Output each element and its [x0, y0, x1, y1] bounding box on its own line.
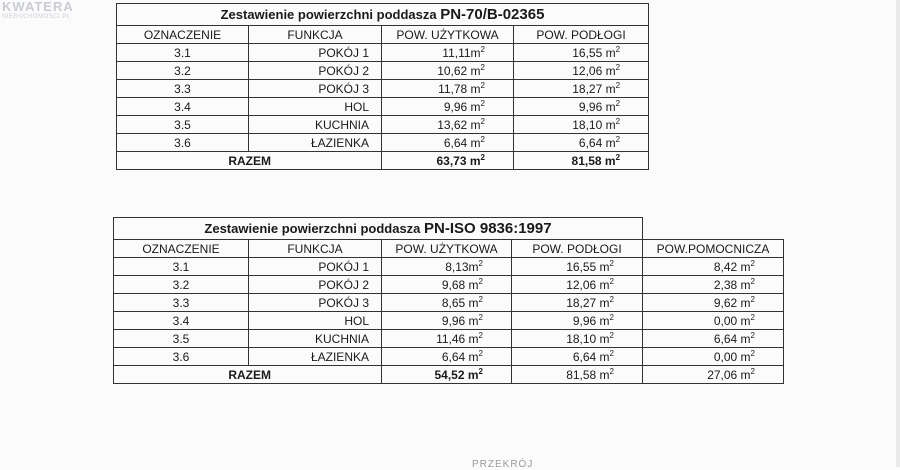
table-row [114, 276, 784, 294]
auxiliary-area-cell: 6,64 $m^2$ [643, 330, 784, 348]
room-id-cell: 3.2 [117, 62, 249, 80]
table2-header-row [114, 240, 784, 258]
usable-area-cell: 8,65 $m^2$ [382, 294, 512, 312]
total-floor: 81,58 $m^2$ [512, 366, 643, 384]
table2-title: Zestawienie powierzchni poddasza PN-ISO 9836:1997 [114, 218, 643, 240]
total-usable: 63,73 $m^2$ [382, 152, 514, 170]
auxiliary-area-cell: 2,38 $m^2$ [643, 276, 784, 294]
room-function-cell: KUCHNIA [249, 330, 382, 348]
floor-area-cell: 12,06 $m^2$ [514, 62, 649, 80]
column-header: POW. PODŁOGI [512, 240, 643, 258]
total-label: RAZEM [117, 152, 382, 170]
room-id-cell: 3.1 [114, 258, 249, 276]
column-header: POW. UŻYTKOWA [382, 26, 514, 44]
room-function-cell: KUCHNIA [249, 116, 382, 134]
table-row [114, 258, 784, 276]
column-header: OZNACZENIE [117, 26, 249, 44]
floor-area-cell: 9,96 $m^2$ [514, 98, 649, 116]
usable-area-cell: 9,68 $m^2$ [382, 276, 512, 294]
usable-area-cell: $8,13m^2$ [382, 258, 512, 276]
room-id-cell: 3.6 [117, 134, 249, 152]
column-header: FUNKCJA [249, 26, 382, 44]
room-id-cell: 3.6 [114, 348, 249, 366]
room-function-cell: POKÓJ 2 [249, 276, 382, 294]
column-header: POW. PODŁOGI [514, 26, 649, 44]
auxiliary-area-cell: 9,62 $m^2$ [643, 294, 784, 312]
column-header: OZNACZENIE [114, 240, 249, 258]
table-row [117, 62, 649, 80]
usable-area-cell: 9,96 $m^2$ [382, 312, 512, 330]
table1-header-row [117, 26, 649, 44]
total-floor: 81,58 $m^2$ [514, 152, 649, 170]
floor-area-cell: 16,55 $m^2$ [514, 44, 649, 62]
usable-area-cell: 6,64 $m^2$ [382, 348, 512, 366]
table1-total-row [117, 152, 649, 170]
room-function-cell: POKÓJ 3 [249, 80, 382, 98]
table-row [114, 348, 784, 366]
table-row [117, 116, 649, 134]
room-function-cell: POKÓJ 2 [249, 62, 382, 80]
watermark-logo [2, 0, 88, 20]
table-row [114, 294, 784, 312]
usable-area-cell: $11,11m^2$ [382, 44, 514, 62]
room-id-cell: 3.4 [114, 312, 249, 330]
table-row [114, 312, 784, 330]
room-id-cell: 3.1 [117, 44, 249, 62]
room-function-cell: ŁAZIENKA [249, 134, 382, 152]
section-label-cutoff: PRZEKRÓJ [472, 459, 534, 470]
area-table-pn-iso [113, 217, 784, 384]
floor-area-cell: 18,10 $m^2$ [512, 330, 643, 348]
table-row [117, 134, 649, 152]
room-id-cell: 3.3 [117, 80, 249, 98]
usable-area-cell: 11,78 $m^2$ [382, 80, 514, 98]
room-function-cell: HOL [249, 312, 382, 330]
room-function-cell: POKÓJ 1 [249, 258, 382, 276]
usable-area-cell: 13,62 $m^2$ [382, 116, 514, 134]
usable-area-cell: 11,46 $m^2$ [382, 330, 512, 348]
table1-title: Zestawienie powierzchni poddasza PN-70/B-02365 [117, 4, 649, 26]
floor-area-cell: 6,64 $m^2$ [514, 134, 649, 152]
room-id-cell: 3.3 [114, 294, 249, 312]
auxiliary-area-cell: 8,42 $m^2$ [643, 258, 784, 276]
room-function-cell: ŁAZIENKA [249, 348, 382, 366]
table2-total-row [114, 366, 784, 384]
room-function-cell: POKÓJ 1 [249, 44, 382, 62]
column-header: FUNKCJA [249, 240, 382, 258]
floor-area-cell: 18,27 $m^2$ [514, 80, 649, 98]
auxiliary-area-cell: 0,00 $m^2$ [643, 312, 784, 330]
watermark-line1: KWATERA [2, 0, 74, 14]
room-id-cell: 3.4 [117, 98, 249, 116]
auxiliary-area-cell: 0,00 $m^2$ [643, 348, 784, 366]
usable-area-cell: 6,64 $m^2$ [382, 134, 514, 152]
column-header: POW.POMOCNICZA [643, 240, 784, 258]
usable-area-cell: 10,62 $m^2$ [382, 62, 514, 80]
table-row [117, 98, 649, 116]
table-row [114, 330, 784, 348]
usable-area-cell: 9,96 $m^2$ [382, 98, 514, 116]
room-id-cell: 3.2 [114, 276, 249, 294]
room-function-cell: HOL [249, 98, 382, 116]
table-row [117, 80, 649, 98]
room-id-cell: 3.5 [114, 330, 249, 348]
table-row [117, 44, 649, 62]
room-id-cell: 3.5 [117, 116, 249, 134]
floor-area-cell: 9,96 $m^2$ [512, 312, 643, 330]
page-edge [896, 0, 900, 467]
watermark-line2: NIERUCHOMOSCI.PL [2, 14, 71, 20]
floor-area-cell: 6,64 $m^2$ [512, 348, 643, 366]
floor-area-cell: 12,06 $m^2$ [512, 276, 643, 294]
room-function-cell: POKÓJ 3 [249, 294, 382, 312]
total-aux: 27,06 $m^2$ [643, 366, 784, 384]
area-table-pn70 [116, 3, 649, 170]
total-usable: 54,52 $m^2$ [382, 366, 512, 384]
floor-area-cell: 18,10 $m^2$ [514, 116, 649, 134]
floor-area-cell: 18,27 $m^2$ [512, 294, 643, 312]
column-header: POW. UŻYTKOWA [382, 240, 512, 258]
total-label: RAZEM [114, 366, 382, 384]
floor-area-cell: 16,55 $m^2$ [512, 258, 643, 276]
